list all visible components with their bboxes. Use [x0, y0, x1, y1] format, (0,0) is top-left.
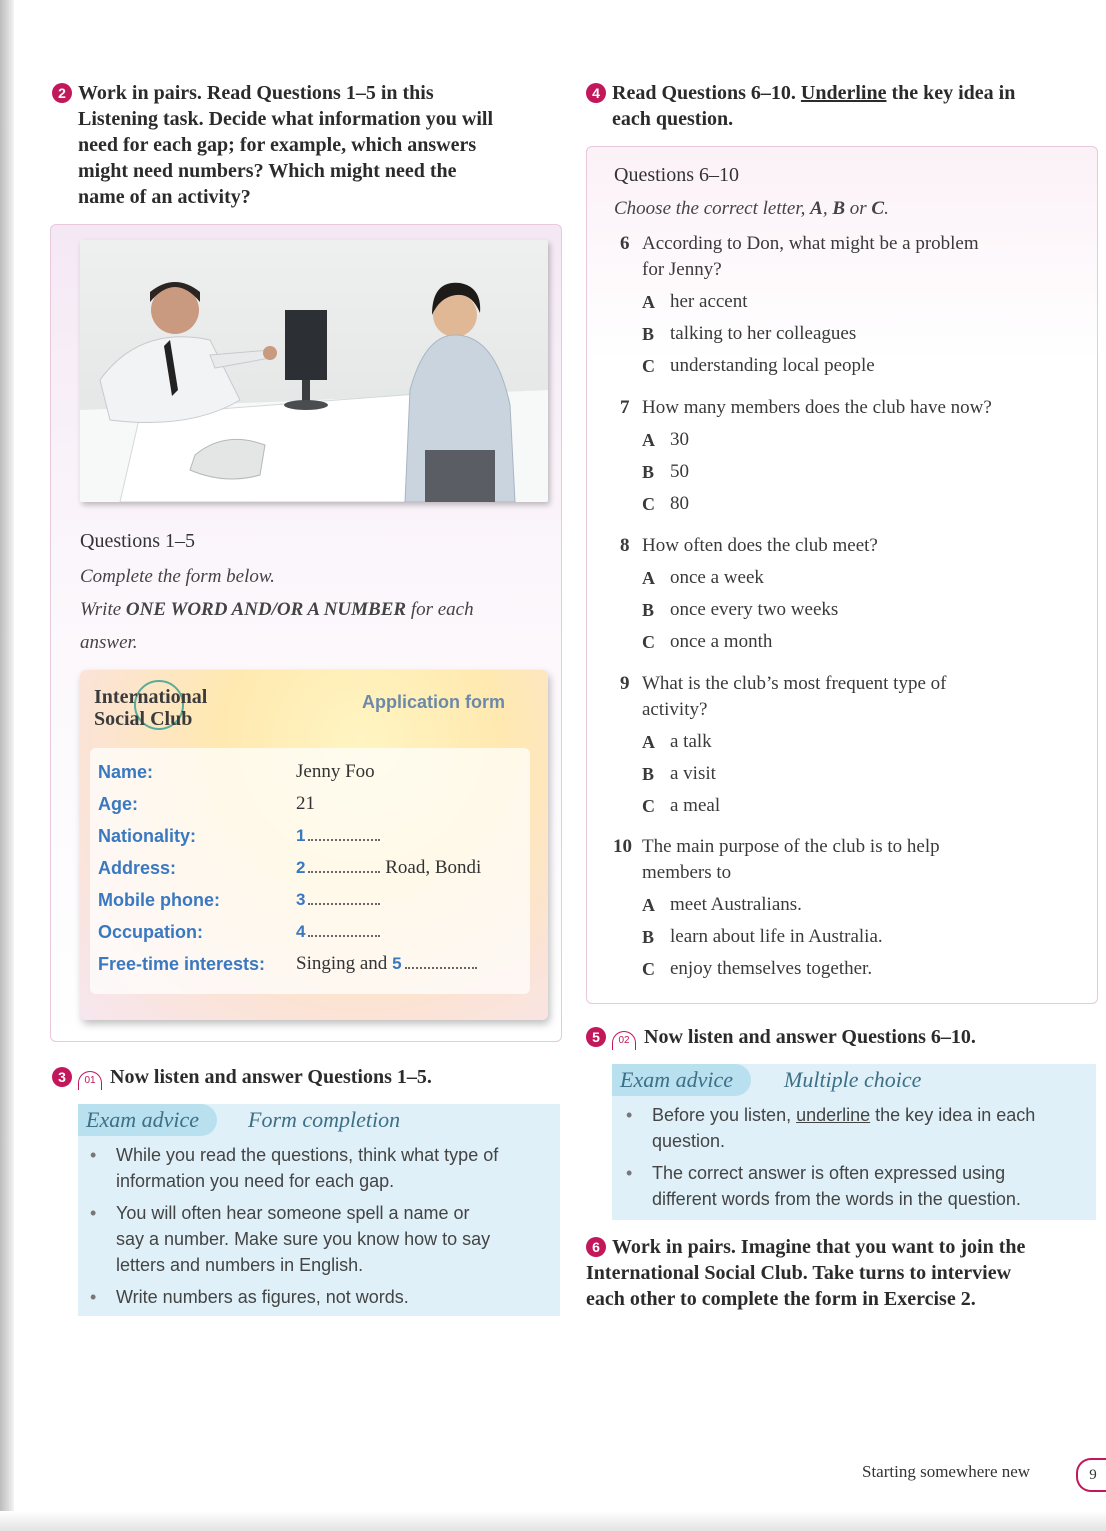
- question-9-stem: What is the club’s most frequent type of activity?: [642, 673, 947, 720]
- option-text[interactable]: once a month: [670, 631, 773, 652]
- option-letter[interactable]: C: [642, 796, 655, 816]
- option-letter[interactable]: A: [642, 430, 655, 450]
- option-letter[interactable]: A: [642, 292, 655, 312]
- option-letter[interactable]: B: [642, 462, 655, 482]
- option-text[interactable]: a talk: [670, 731, 712, 752]
- question-6-stem: According to Don, what might be a problem for Jenny?: [642, 233, 979, 280]
- option-text[interactable]: 30: [670, 429, 689, 450]
- exam-advice-subtitle: Form completion: [248, 1107, 401, 1132]
- exercise-3-instruction: 3 01 Now listen and answer Questions 1–5.: [52, 1064, 432, 1090]
- option-text[interactable]: talking to her colleagues: [670, 323, 857, 344]
- option-text[interactable]: understanding local people: [670, 355, 875, 376]
- answer-gap-3[interactable]: [308, 893, 380, 905]
- audio-track-icon[interactable]: 02: [612, 1031, 636, 1050]
- option-letter[interactable]: B: [642, 324, 655, 344]
- option-text[interactable]: a visit: [670, 763, 716, 784]
- option-text[interactable]: once a week: [670, 567, 764, 588]
- option-letter[interactable]: A: [642, 568, 655, 588]
- question-9-number: 9: [620, 673, 630, 694]
- exam-advice-subtitle: Multiple choice: [784, 1067, 922, 1092]
- option-text[interactable]: 50: [670, 461, 689, 482]
- form-row-address: Address: 2 Road, Bondi: [98, 857, 482, 878]
- page-bottom-shadow: [0, 1511, 1106, 1531]
- option-letter[interactable]: B: [642, 927, 655, 947]
- question-7-number: 7: [620, 397, 630, 418]
- option-text[interactable]: her accent: [670, 291, 748, 312]
- option-text[interactable]: a meal: [670, 795, 721, 816]
- advice-bullet: • You will often hear someone spell a name or say a number. Make sure you know how to say letters and numbers in English.: [116, 1200, 490, 1278]
- answer-gap-1[interactable]: [308, 829, 380, 841]
- advice-bullet: • Before you listen, underline the key idea in each question.: [652, 1102, 1035, 1154]
- option-letter[interactable]: C: [642, 632, 655, 652]
- option-letter[interactable]: C: [642, 494, 655, 514]
- answer-gap-5[interactable]: [405, 957, 477, 969]
- answer-gap-2[interactable]: [308, 861, 380, 873]
- form-row-interests: Free-time interests: Singing and 5: [98, 948, 528, 980]
- form-row-mobile: Mobile phone: 3: [98, 884, 528, 916]
- questions-1-5-heading: Questions 1–5: [80, 530, 195, 552]
- interview-photo: [80, 240, 548, 502]
- option-letter[interactable]: C: [642, 356, 655, 376]
- exercise-5-instruction: 5 02 Now listen and answer Questions 6–10.: [586, 1024, 976, 1050]
- option-text[interactable]: learn about life in Australia.: [670, 926, 883, 947]
- option-letter[interactable]: A: [642, 895, 655, 915]
- exam-advice-form-completion: [78, 1104, 560, 1316]
- audio-track-icon[interactable]: 01: [78, 1071, 102, 1090]
- question-8-stem: How often does the club meet?: [642, 535, 878, 556]
- club-logo: International Social Club: [94, 686, 208, 730]
- exercise-2-instruction: 2 Work in pairs. Read Questions 1–5 in this Listening task. Decide what information you will need for each gap; for example, which answers might need numbers? Which might need the name of an activity?: [52, 80, 562, 210]
- option-text[interactable]: once every two weeks: [670, 599, 839, 620]
- form-fields: [90, 748, 530, 994]
- form-row-nationality: Nationality: 1: [98, 820, 528, 852]
- exercise-number-badge: 2: [52, 83, 72, 103]
- option-text[interactable]: enjoy themselves together.: [670, 958, 873, 979]
- form-row-occupation: Occupation: 4: [98, 916, 528, 948]
- option-letter[interactable]: B: [642, 764, 655, 784]
- exam-advice-multiple-choice: [612, 1064, 1096, 1220]
- advice-bullet: • Write numbers as figures, not words.: [116, 1284, 409, 1310]
- option-text[interactable]: 80: [670, 493, 689, 514]
- advice-bullet: • The correct answer is often expressed using different words from the words in the question.: [652, 1160, 1021, 1212]
- questions-1-5-instructions: Complete the form below. Write ONE WORD AND/OR A NUMBER for each answer.: [80, 566, 474, 653]
- application-form: [80, 670, 548, 1020]
- question-10-number: 10: [613, 836, 632, 857]
- question-8-number: 8: [620, 535, 630, 556]
- exam-advice-tab: Exam advice: [78, 1104, 217, 1136]
- exercise-4-instruction: 4 Read Questions 6–10. Underline the key idea in each question.: [586, 80, 1096, 132]
- page-footer-title: Starting somewhere new: [862, 1462, 1031, 1481]
- option-letter[interactable]: C: [642, 959, 655, 979]
- book-spine-shadow: [0, 0, 14, 1531]
- option-letter[interactable]: B: [642, 600, 655, 620]
- exercise-6-instruction: 6 Work in pairs. Imagine that you want to join the International Social Club. Take turns to interview each other to complete the form in Exercise 2.: [586, 1236, 1026, 1310]
- question-6-number: 6: [620, 233, 630, 254]
- page-number: 9: [1076, 1458, 1106, 1492]
- option-letter[interactable]: A: [642, 732, 655, 752]
- question-7-stem: How many members does the club have now?: [642, 397, 992, 418]
- questions-6-10-instructions: Choose the correct letter, A, B or C.: [614, 198, 889, 219]
- advice-bullet: • While you read the questions, think what type of information you need for each gap.: [116, 1142, 498, 1194]
- questions-6-10-heading: Questions 6–10: [614, 164, 739, 186]
- answer-gap-4[interactable]: [308, 925, 380, 937]
- form-row-name: Name: Jenny Foo: [98, 761, 375, 782]
- exam-advice-tab: Exam advice: [612, 1064, 751, 1096]
- form-title: Application form: [362, 692, 505, 712]
- form-row-age: Age: 21: [98, 793, 315, 814]
- question-10-stem: The main purpose of the club is to help members to: [642, 836, 940, 883]
- option-text[interactable]: meet Australians.: [670, 894, 802, 915]
